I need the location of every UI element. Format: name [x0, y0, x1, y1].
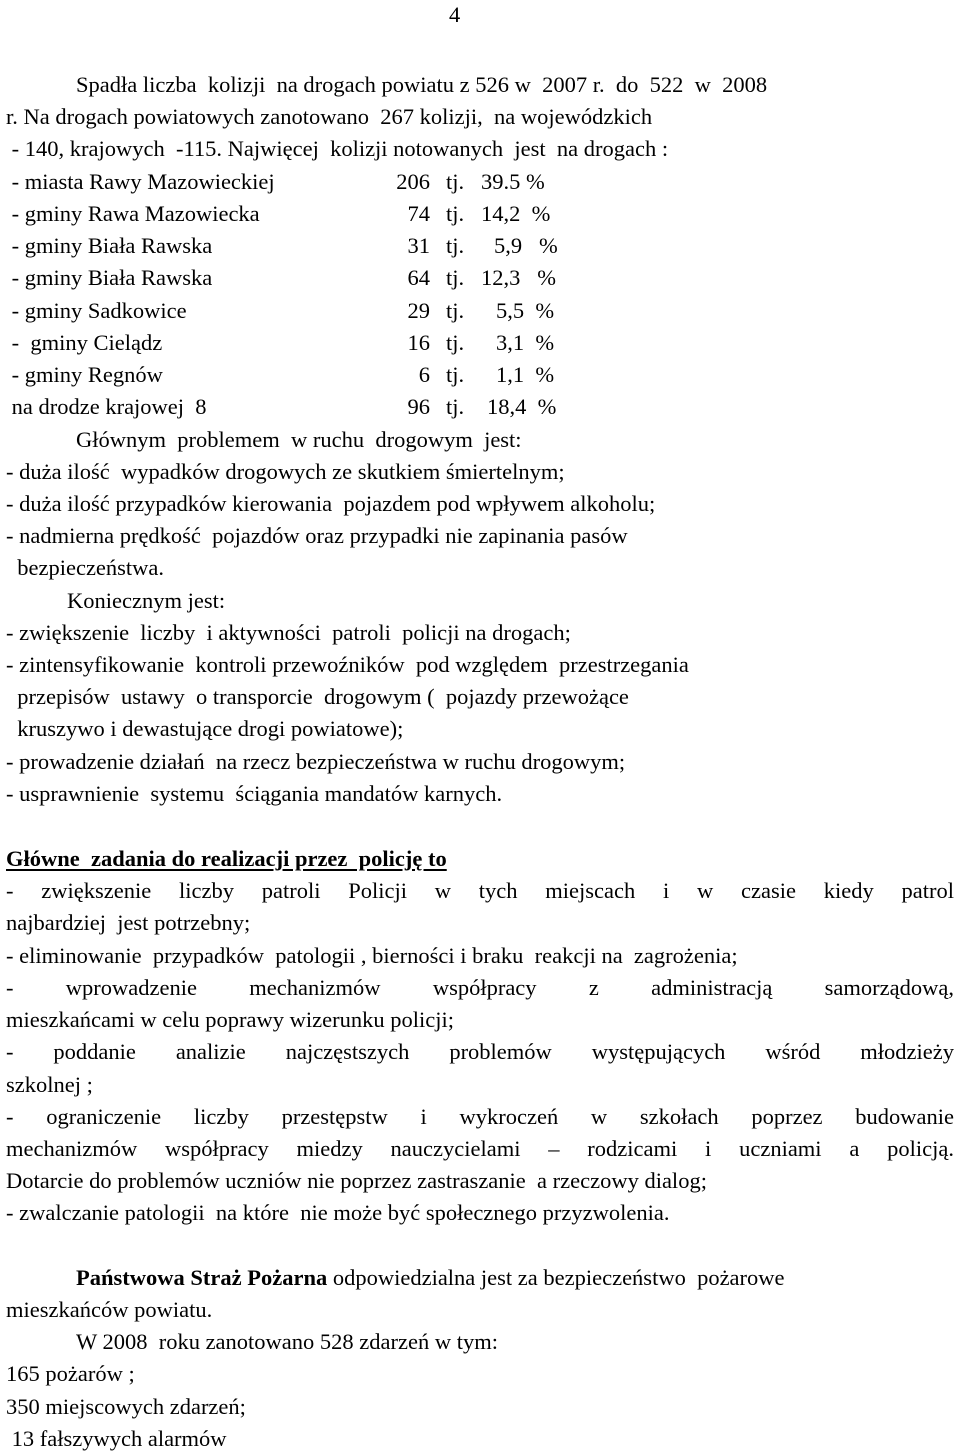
- row-label: - gminy Biała Rawska: [6, 265, 213, 290]
- problem-item: bezpieczeństwa.: [6, 555, 165, 580]
- problem-item: - duża ilość przypadków kierowania pojazdem pod wpływem alkoholu;: [6, 491, 656, 516]
- row-count: 29: [407, 298, 430, 323]
- task-line: - ograniczenie liczby przestępstw i wykroczeń w szkołach poprzez budowanie: [6, 1104, 954, 1129]
- task-line: mechanizmów współpracy miedzy nauczycielami – rodzicami i uczniami a policją.: [6, 1136, 954, 1161]
- necessary-heading: Koniecznym jest:: [67, 588, 226, 613]
- tasks-heading: [6, 848, 447, 871]
- fire-stat: 350 miejscowych zdarzeń;: [6, 1394, 246, 1419]
- row-count: 64: [407, 265, 430, 290]
- row-percent: 39.5 %: [481, 169, 545, 194]
- row-tj: tj.: [446, 201, 465, 226]
- row-tj: tj.: [446, 169, 465, 194]
- task-line: Dotarcie do problemów uczniów nie poprzez zastraszanie a rzeczowy dialog;: [6, 1168, 707, 1193]
- task-line: - zwalczanie patologii na które nie może być społecznego przyzwolenia.: [6, 1200, 670, 1225]
- fire-service-name: Państwowa Straż Pożarna: [76, 1265, 328, 1290]
- task-line: - wprowadzenie mechanizmów współpracy z administracją samorządową,: [6, 975, 954, 1000]
- row-count: 74: [407, 201, 430, 226]
- fire-line-2: mieszkańców powiatu.: [6, 1297, 213, 1322]
- task-line: - poddanie analizie najczęstszych problemów występujących wśród młodzieży: [6, 1039, 954, 1064]
- fire-line-1: [76, 1267, 785, 1290]
- row-label: - gminy Rawa Mazowiecka: [6, 201, 260, 226]
- necessary-item: - prowadzenie działań na rzecz bezpieczeństwa w ruchu drogowym;: [6, 749, 626, 774]
- row-tj: tj.: [446, 330, 465, 355]
- task-line: szkolnej ;: [6, 1072, 93, 1097]
- row-label: - gminy Regnów: [6, 362, 163, 387]
- row-label: - gminy Sadkowice: [6, 298, 187, 323]
- row-label: - gminy Biała Rawska: [6, 233, 213, 258]
- necessary-item: - zwiększenie liczby i aktywności patroli policji na drogach;: [6, 620, 571, 645]
- row-count: 31: [407, 233, 430, 258]
- fire-stat: 13 fałszywych alarmów: [6, 1426, 227, 1451]
- row-tj: tj.: [446, 394, 465, 419]
- problem-item: - duża ilość wypadków drogowych ze skutkiem śmiertelnym;: [6, 459, 565, 484]
- row-tj: tj.: [446, 233, 465, 258]
- row-tj: tj.: [446, 265, 465, 290]
- task-line: mieszkańcami w celu poprawy wizerunku policji;: [6, 1007, 454, 1032]
- tasks-heading-text: Główne zadania do realizacji przez policję to: [6, 846, 447, 871]
- task-line: najbardziej jest potrzebny;: [6, 910, 251, 935]
- intro-line-2: r. Na drogach powiatowych zanotowano 267 kolizji, na wojewódzkich: [6, 104, 653, 129]
- row-count: 96: [407, 394, 430, 419]
- intro-line-1: Spadła liczba kolizji na drogach powiatu z 526 w 2007 r. do 522 w 2008: [76, 72, 768, 97]
- necessary-item: - usprawnienie systemu ściągania mandatów karnych.: [6, 781, 503, 806]
- row-count: 206: [396, 169, 430, 194]
- fire-stat: 165 pożarów ;: [6, 1361, 135, 1386]
- necessary-item: kruszywo i dewastujące drogi powiatowe);: [6, 716, 404, 741]
- task-line: - eliminowanie przypadków patologii , bierności i braku reakcji na zagrożenia;: [6, 943, 738, 968]
- row-percent: 3,1 %: [496, 330, 555, 355]
- row-label: - miasta Rawy Mazowieckiej: [6, 169, 275, 194]
- row-percent: 1,1 %: [496, 362, 555, 387]
- task-line: - zwiększenie liczby patroli Policji w tych miejscach i w czasie kiedy patrol: [6, 878, 954, 903]
- row-label: - gminy Cielądz: [6, 330, 163, 355]
- problem-heading: Głównym problemem w ruchu drogowym jest:: [76, 427, 522, 452]
- row-tj: tj.: [446, 298, 465, 323]
- row-percent: 12,3 %: [481, 265, 556, 290]
- row-count: 6: [418, 362, 430, 387]
- necessary-item: - zintensyfikowanie kontroli przewoźników pod względem przestrzegania: [6, 652, 689, 677]
- fire-line-1-rest: odpowiedzialna jest za bezpieczeństwo pożarowe: [327, 1265, 785, 1290]
- row-percent: 5,9 %: [494, 233, 558, 258]
- fire-line-3: W 2008 roku zanotowano 528 zdarzeń w tym:: [76, 1329, 498, 1354]
- problem-item: - nadmierna prędkość pojazdów oraz przypadki nie zapinania pasów: [6, 523, 628, 548]
- row-percent: 18,4 %: [487, 394, 557, 419]
- page-number: 4: [449, 2, 461, 27]
- intro-line-3: - 140, krajowych -115. Najwięcej kolizji notowanych jest na drogach :: [6, 136, 669, 161]
- row-percent: 14,2 %: [481, 201, 551, 226]
- row-tj: tj.: [446, 362, 465, 387]
- row-label: na drodze krajowej 8: [6, 394, 207, 419]
- row-count: 16: [407, 330, 430, 355]
- necessary-item: przepisów ustawy o transporcie drogowym ( pojazdy przewożące: [6, 684, 629, 709]
- row-percent: 5,5 %: [496, 298, 555, 323]
